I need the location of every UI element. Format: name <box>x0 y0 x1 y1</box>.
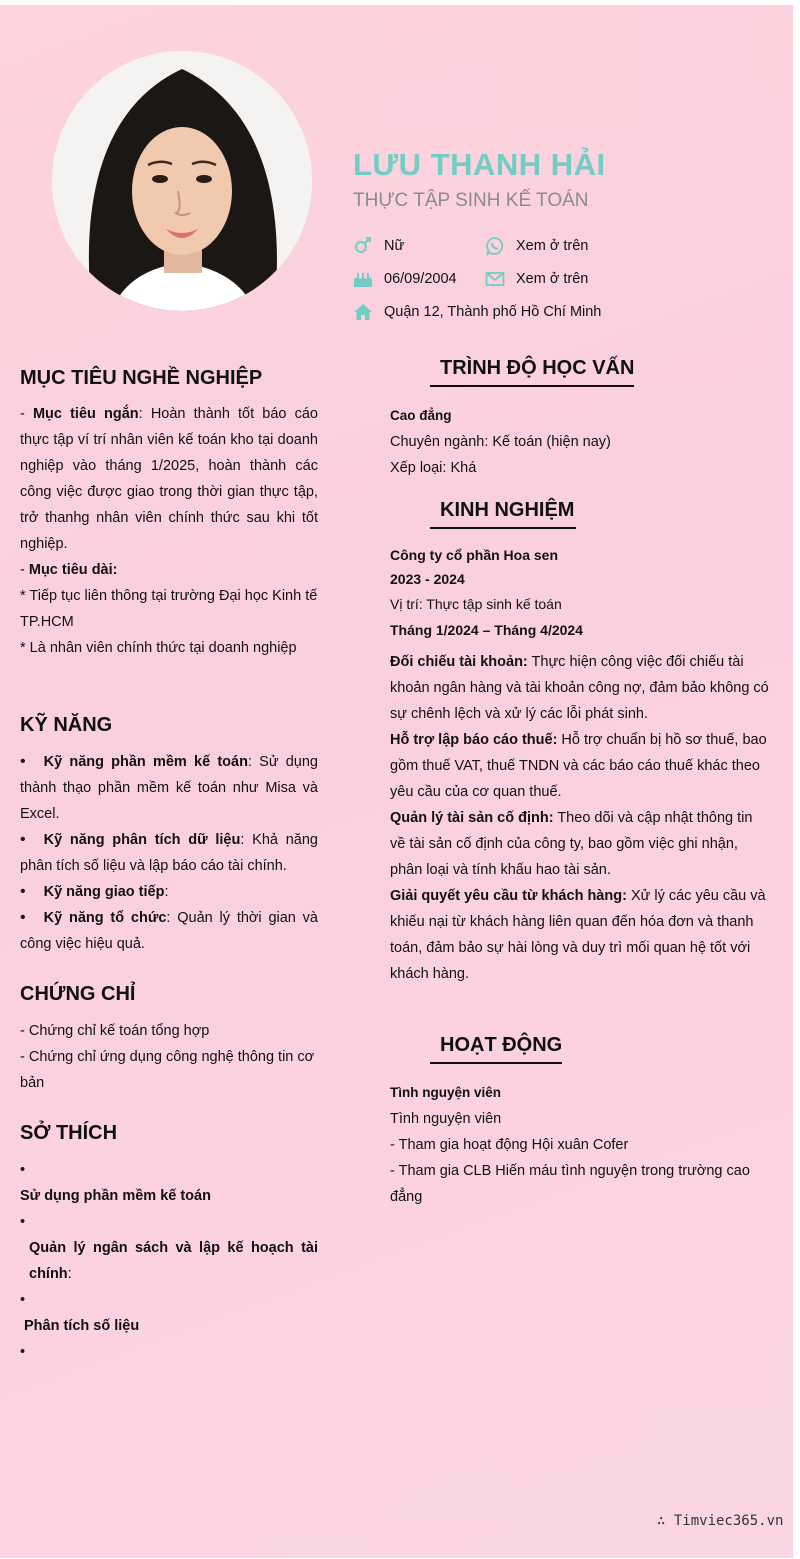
bullet-dot: • <box>20 1344 26 1360</box>
gender-icon <box>353 236 373 256</box>
bullet-dot: • <box>20 1292 26 1308</box>
bullet-dot: • <box>20 1214 26 1230</box>
activities-subheading: Tình nguyện viên <box>390 1111 502 1127</box>
activity-item: - Tham gia hoạt động Hội xuân Cofer <box>390 1137 629 1153</box>
skill-item: • Kỹ năng giao tiếp: <box>20 879 318 905</box>
objective-long-item: * Là nhân viên chính thức tại doanh nghiệp <box>20 640 297 656</box>
hobbies-title: SỞ THÍCH <box>20 1122 118 1144</box>
hobby-item: Sử dụng phần mềm kế toán <box>20 1188 211 1204</box>
education-grade: Xếp loại: Khá <box>390 460 477 476</box>
experience-task: Hỗ trợ lập báo cáo thuế: Hỗ trợ chuẩn bị hồ sơ thuế, bao gồm thuế VAT, thuế TNDN và các báo cáo thuế khác theo yêu cầu của cơ quan thuế. <box>390 732 767 800</box>
cv-page <box>0 5 793 1558</box>
activities-section <box>390 1080 770 1210</box>
watermark: ∴ Timviec365.vn <box>657 1513 784 1529</box>
skills-list <box>20 749 318 957</box>
bullet-dot: • <box>20 1162 26 1178</box>
address-row <box>353 302 601 322</box>
objective-long-label: Mục tiêu dài: <box>28 562 118 578</box>
education-section <box>390 403 770 481</box>
candidate-role: THỰC TẬP SINH KẾ TOÁN <box>353 190 589 211</box>
hobbies-list: • Sử dụng phần mềm kế toán • Quản lý ngân sách và lập kế hoạch tài chính: • Phân tích số liệu • <box>20 1157 318 1365</box>
objective-long-item: * Tiếp tục liên thông tại trường Đại học Kinh tế TP.HCM <box>20 588 318 630</box>
certificate-item: - Chứng chỉ ứng dụng công nghệ thông tin cơ bản <box>20 1049 315 1091</box>
certificates-list <box>20 1018 318 1096</box>
birthday-row <box>353 269 457 289</box>
objective-short-label: Mục tiêu ngắn <box>32 406 139 422</box>
skills-title: KỸ NĂNG <box>20 714 113 736</box>
candidate-name: LƯU THANH HẢI <box>353 147 606 182</box>
certificates-title: CHỨNG CHỈ <box>20 983 136 1005</box>
activity-item: - Tham gia CLB Hiến máu tình nguyện trong trường cao đẳng <box>390 1163 750 1205</box>
phone-row <box>485 236 588 256</box>
birthday-cake-icon <box>353 269 373 289</box>
experience-title: KINH NGHIỆM <box>430 499 576 529</box>
envelope-icon <box>485 269 505 289</box>
experience-years: 2023 - 2024 <box>390 571 465 587</box>
phone-value: Xem ở trên <box>516 238 589 254</box>
experience-position: Vị trí: Thực tập sinh kế toán <box>390 596 562 612</box>
education-major: Chuyên ngành: Kế toán (hiện nay) <box>390 434 611 450</box>
avatar <box>52 51 312 311</box>
home-icon <box>353 302 373 322</box>
certificate-item: - Chứng chỉ kế toán tổng hợp <box>20 1023 210 1039</box>
objective-title: MỤC TIÊU NGHỀ NGHIỆP <box>20 367 263 389</box>
gender-row <box>353 236 404 256</box>
experience-company: Công ty cổ phần Hoa sen <box>390 547 559 563</box>
whatsapp-icon <box>485 236 505 256</box>
experience-task: Đối chiếu tài khoản: Thực hiện công việc đối chiếu tài khoản ngân hàng và tài khoản công nợ, đảm bảo không có sự chênh lệch và xử lý các lỗi phát sinh. <box>390 654 769 722</box>
activities-heading: Tình nguyện viên <box>390 1085 502 1100</box>
experience-task: Giải quyết yêu cầu từ khách hàng: Xử lý các yêu cầu và khiếu nại từ khách hàng liên quan đến hóa đơn và thanh toán, đảm bảo sự hài lòng và duy trì mối quan hệ tốt với khách hàng. <box>390 888 766 982</box>
skill-item: • Kỹ năng phần mềm kế toán: Sử dụng thành thạo phần mềm kế toán như Misa và Excel. <box>20 749 318 827</box>
hobby-item: Quản lý ngân sách và lập kế hoạch tài chính <box>29 1240 318 1282</box>
skill-item: • Kỹ năng tổ chức: Quản lý thời gian và công việc hiệu quả. <box>20 905 318 957</box>
experience-section <box>390 543 770 987</box>
experience-task: Quản lý tài sản cố định: Theo dõi và cập nhật thông tin về tài sản cố định của công ty, bao gồm việc ghi nhận, phân loại và tính khấu hao tài sản. <box>390 810 753 878</box>
experience-period: Tháng 1/2024 – Tháng 4/2024 <box>390 622 583 638</box>
education-level: Cao đẳng <box>390 408 452 423</box>
education-title: TRÌNH ĐỘ HỌC VẤN <box>430 357 634 387</box>
skill-item: • Kỹ năng phân tích dữ liệu: Khả năng phân tích số liệu và lập báo cáo tài chính. <box>20 827 318 879</box>
email-value: Xem ở trên <box>516 271 589 287</box>
objective-short-text: : Hoàn thành tốt báo cáo thực tập ví trí nhân viên kế toán kho tại doanh nghiệp vào tháng 1/2025, hoàn thành các công việc được giao trong thời gian thực tập, trở thanhg nhân viên chính thức sau khi tốt nghiệp. <box>20 406 318 552</box>
objective-section: - Mục tiêu ngắn: Hoàn thành tốt báo cáo thực tập ví trí nhân viên kế toán kho tại doanh nghiệp vào tháng 1/2025, hoàn thành các công việc được giao trong thời gian thực tập, trở thanhg nhân viên chính thức sau khi tốt nghiệp. - Mục tiêu dài: * Tiếp tục liên thông tại trường Đại học Kinh tế TP.HCM * Là nhân viên chính thức tại doanh nghiệp <box>20 401 318 661</box>
email-row <box>485 269 588 289</box>
activities-title: HOẠT ĐỘNG <box>430 1034 562 1064</box>
gender-value: Nữ <box>384 238 405 254</box>
birthday-value: 06/09/2004 <box>384 271 457 287</box>
hobby-item: Phân tích số liệu <box>24 1318 140 1334</box>
address-value: Quận 12, Thành phố Hồ Chí Minh <box>384 304 602 320</box>
